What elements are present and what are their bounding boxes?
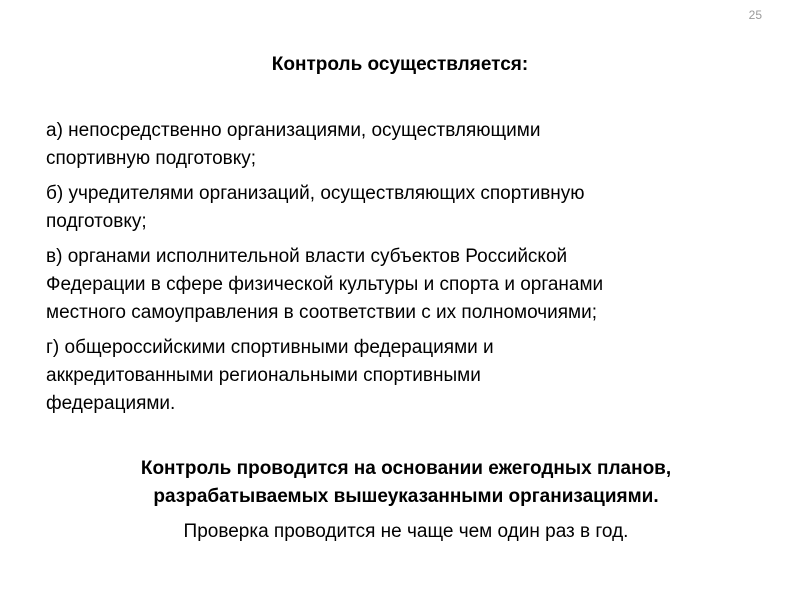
list-item-line: аккредитованными региональными спортивными (46, 365, 481, 386)
list-item-line: местного самоуправления в соответствии с их полномочиями; (46, 302, 597, 323)
inspection-frequency: Проверка проводится не чаще чем один раз в год. (183, 521, 629, 542)
list-item-line: Федерации в сфере физической культуры и спорта и органами (46, 274, 604, 295)
page-number: 25 (748, 8, 762, 22)
plan-statement-line: Контроль проводится на основании ежегодных планов, (140, 458, 672, 479)
control-list (46, 117, 776, 425)
list-item-line: а) непосредственно организациями, осуществляющими (46, 120, 541, 141)
bottom-block (0, 455, 800, 546)
list-item-line: федерациями. (46, 393, 176, 414)
list-item-line: г) общероссийскими спортивными федерациями и (46, 337, 494, 358)
list-item-line: б) учредителями организаций, осуществляющих спортивную (46, 183, 585, 204)
list-item-line: спортивную подготовку; (46, 148, 257, 169)
list-item-d (46, 334, 776, 418)
list-item-b (46, 180, 776, 236)
plan-statement-line: разрабатываемых вышеуказанными организациями. (153, 486, 659, 507)
list-item-a (46, 117, 776, 173)
list-item-line: в) органами исполнительной власти субъектов Российской (46, 246, 568, 267)
list-item-line: подготовку; (46, 211, 147, 232)
list-item-c (46, 243, 776, 327)
slide-heading: Контроль осуществляется: (271, 54, 529, 75)
plan-statement (0, 455, 800, 511)
